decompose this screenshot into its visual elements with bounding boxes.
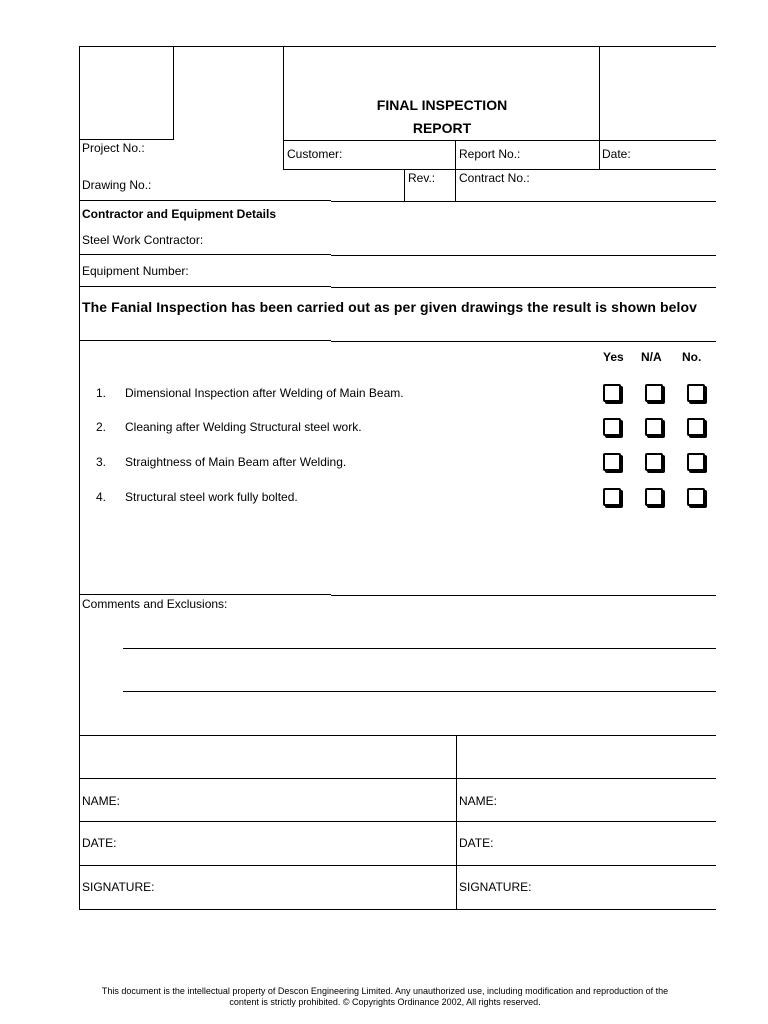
logo-cell-divider — [173, 46, 174, 140]
checklist-bottom-right — [331, 595, 716, 596]
copyright-footer — [60, 986, 710, 1008]
comments-label: Comments and Exclusions: — [82, 597, 228, 611]
checklist-item-4-number: 4. — [96, 490, 107, 504]
right-name-label: NAME: — [459, 794, 498, 808]
checklist-item-4-text: Structural steel work fully bolted. — [125, 490, 298, 504]
frame-bottom-line — [79, 909, 716, 910]
checkbox-item-2-yes[interactable] — [603, 418, 621, 436]
checklist-item-3-number: 3. — [96, 455, 107, 469]
right-signature-label: SIGNATURE: — [459, 880, 532, 894]
comments-line-1[interactable] — [123, 648, 716, 649]
report-no-label: Report No.: — [459, 147, 521, 161]
info-row2-bottom-right — [331, 201, 716, 202]
rev-label: Rev.: — [408, 171, 436, 185]
left-date-label: DATE: — [82, 836, 117, 850]
checklist-item-2-number: 2. — [96, 420, 107, 434]
contractor-heading: Contractor and Equipment Details — [82, 207, 277, 221]
right-date-label: DATE: — [459, 836, 494, 850]
checkbox-item-4-na[interactable] — [645, 488, 663, 506]
rev-divider — [404, 169, 405, 201]
frame-top-line — [79, 46, 716, 47]
statement-bottom-right — [331, 341, 716, 342]
comments-line-2[interactable] — [123, 691, 716, 692]
column-header-na: N/A — [641, 350, 662, 364]
drawing-no-label: Drawing No.: — [82, 178, 152, 192]
signoff-row-1 — [79, 778, 716, 779]
checklist-item-1-number: 1. — [96, 386, 107, 400]
project-no-label: Project No.: — [82, 141, 145, 155]
comments-bottom — [79, 735, 716, 736]
equipment-row-bottom-left — [79, 286, 331, 287]
customer-label: Customer: — [287, 147, 343, 161]
checklist-bottom-left — [79, 594, 331, 595]
checkbox-item-3-yes[interactable] — [603, 453, 621, 471]
header-bottom-line-right — [283, 140, 716, 141]
statement-bottom-left — [79, 340, 331, 341]
column-header-no: No. — [682, 350, 702, 364]
contractor-row-bottom-right — [331, 255, 716, 256]
checkbox-item-3-no[interactable] — [687, 453, 705, 471]
checkbox-item-4-yes[interactable] — [603, 488, 621, 506]
header-bottom-line — [79, 139, 174, 140]
checkbox-item-1-na[interactable] — [645, 384, 663, 402]
signoff-divider — [456, 735, 457, 910]
contract-no-label: Contract No.: — [459, 171, 530, 185]
footer-line-1: This document is the intellectual property of Descon Engineering Limited. Any unauthorized use, including modification and reproduction of the — [101, 986, 669, 996]
left-name-label: NAME: — [82, 794, 121, 808]
column-header-yes: Yes — [603, 350, 624, 364]
info-row2-bottom-left — [79, 200, 331, 201]
left-signature-label: SIGNATURE: — [82, 880, 155, 894]
steel-work-contractor-label: Steel Work Contractor: — [82, 233, 204, 247]
checkbox-item-2-na[interactable] — [645, 418, 663, 436]
footer-line-2: content is strictly prohibited. © Copyrights Ordinance 2002, All rights reserved. — [229, 997, 541, 1007]
checklist-item-3-text: Straightness of Main Beam after Welding. — [125, 455, 347, 469]
signoff-row-2 — [79, 821, 716, 822]
frame-left-line — [79, 46, 80, 910]
checkbox-item-2-no[interactable] — [687, 418, 705, 436]
checkbox-item-1-no[interactable] — [687, 384, 705, 402]
equipment-row-bottom-right — [331, 287, 716, 288]
checkbox-item-1-yes[interactable] — [603, 384, 621, 402]
report-title-line1: FINAL INSPECTION — [376, 97, 508, 113]
inspection-statement: The Fanial Inspection has been carried out as per given drawings the result is shown belov — [82, 299, 698, 315]
signoff-row-3 — [79, 865, 716, 866]
info-row1-bottom — [283, 169, 716, 170]
checklist-item-2-text: Cleaning after Welding Structural steel work. — [125, 420, 362, 434]
equipment-number-label: Equipment Number: — [82, 264, 189, 278]
report-title-line2: REPORT — [412, 120, 472, 136]
report-no-divider — [455, 140, 456, 201]
checkbox-item-4-no[interactable] — [687, 488, 705, 506]
date-label: Date: — [602, 147, 631, 161]
contractor-row-bottom-left — [79, 254, 331, 255]
checkbox-item-3-na[interactable] — [645, 453, 663, 471]
checklist-item-1-text: Dimensional Inspection after Welding of Main Beam. — [125, 386, 404, 400]
